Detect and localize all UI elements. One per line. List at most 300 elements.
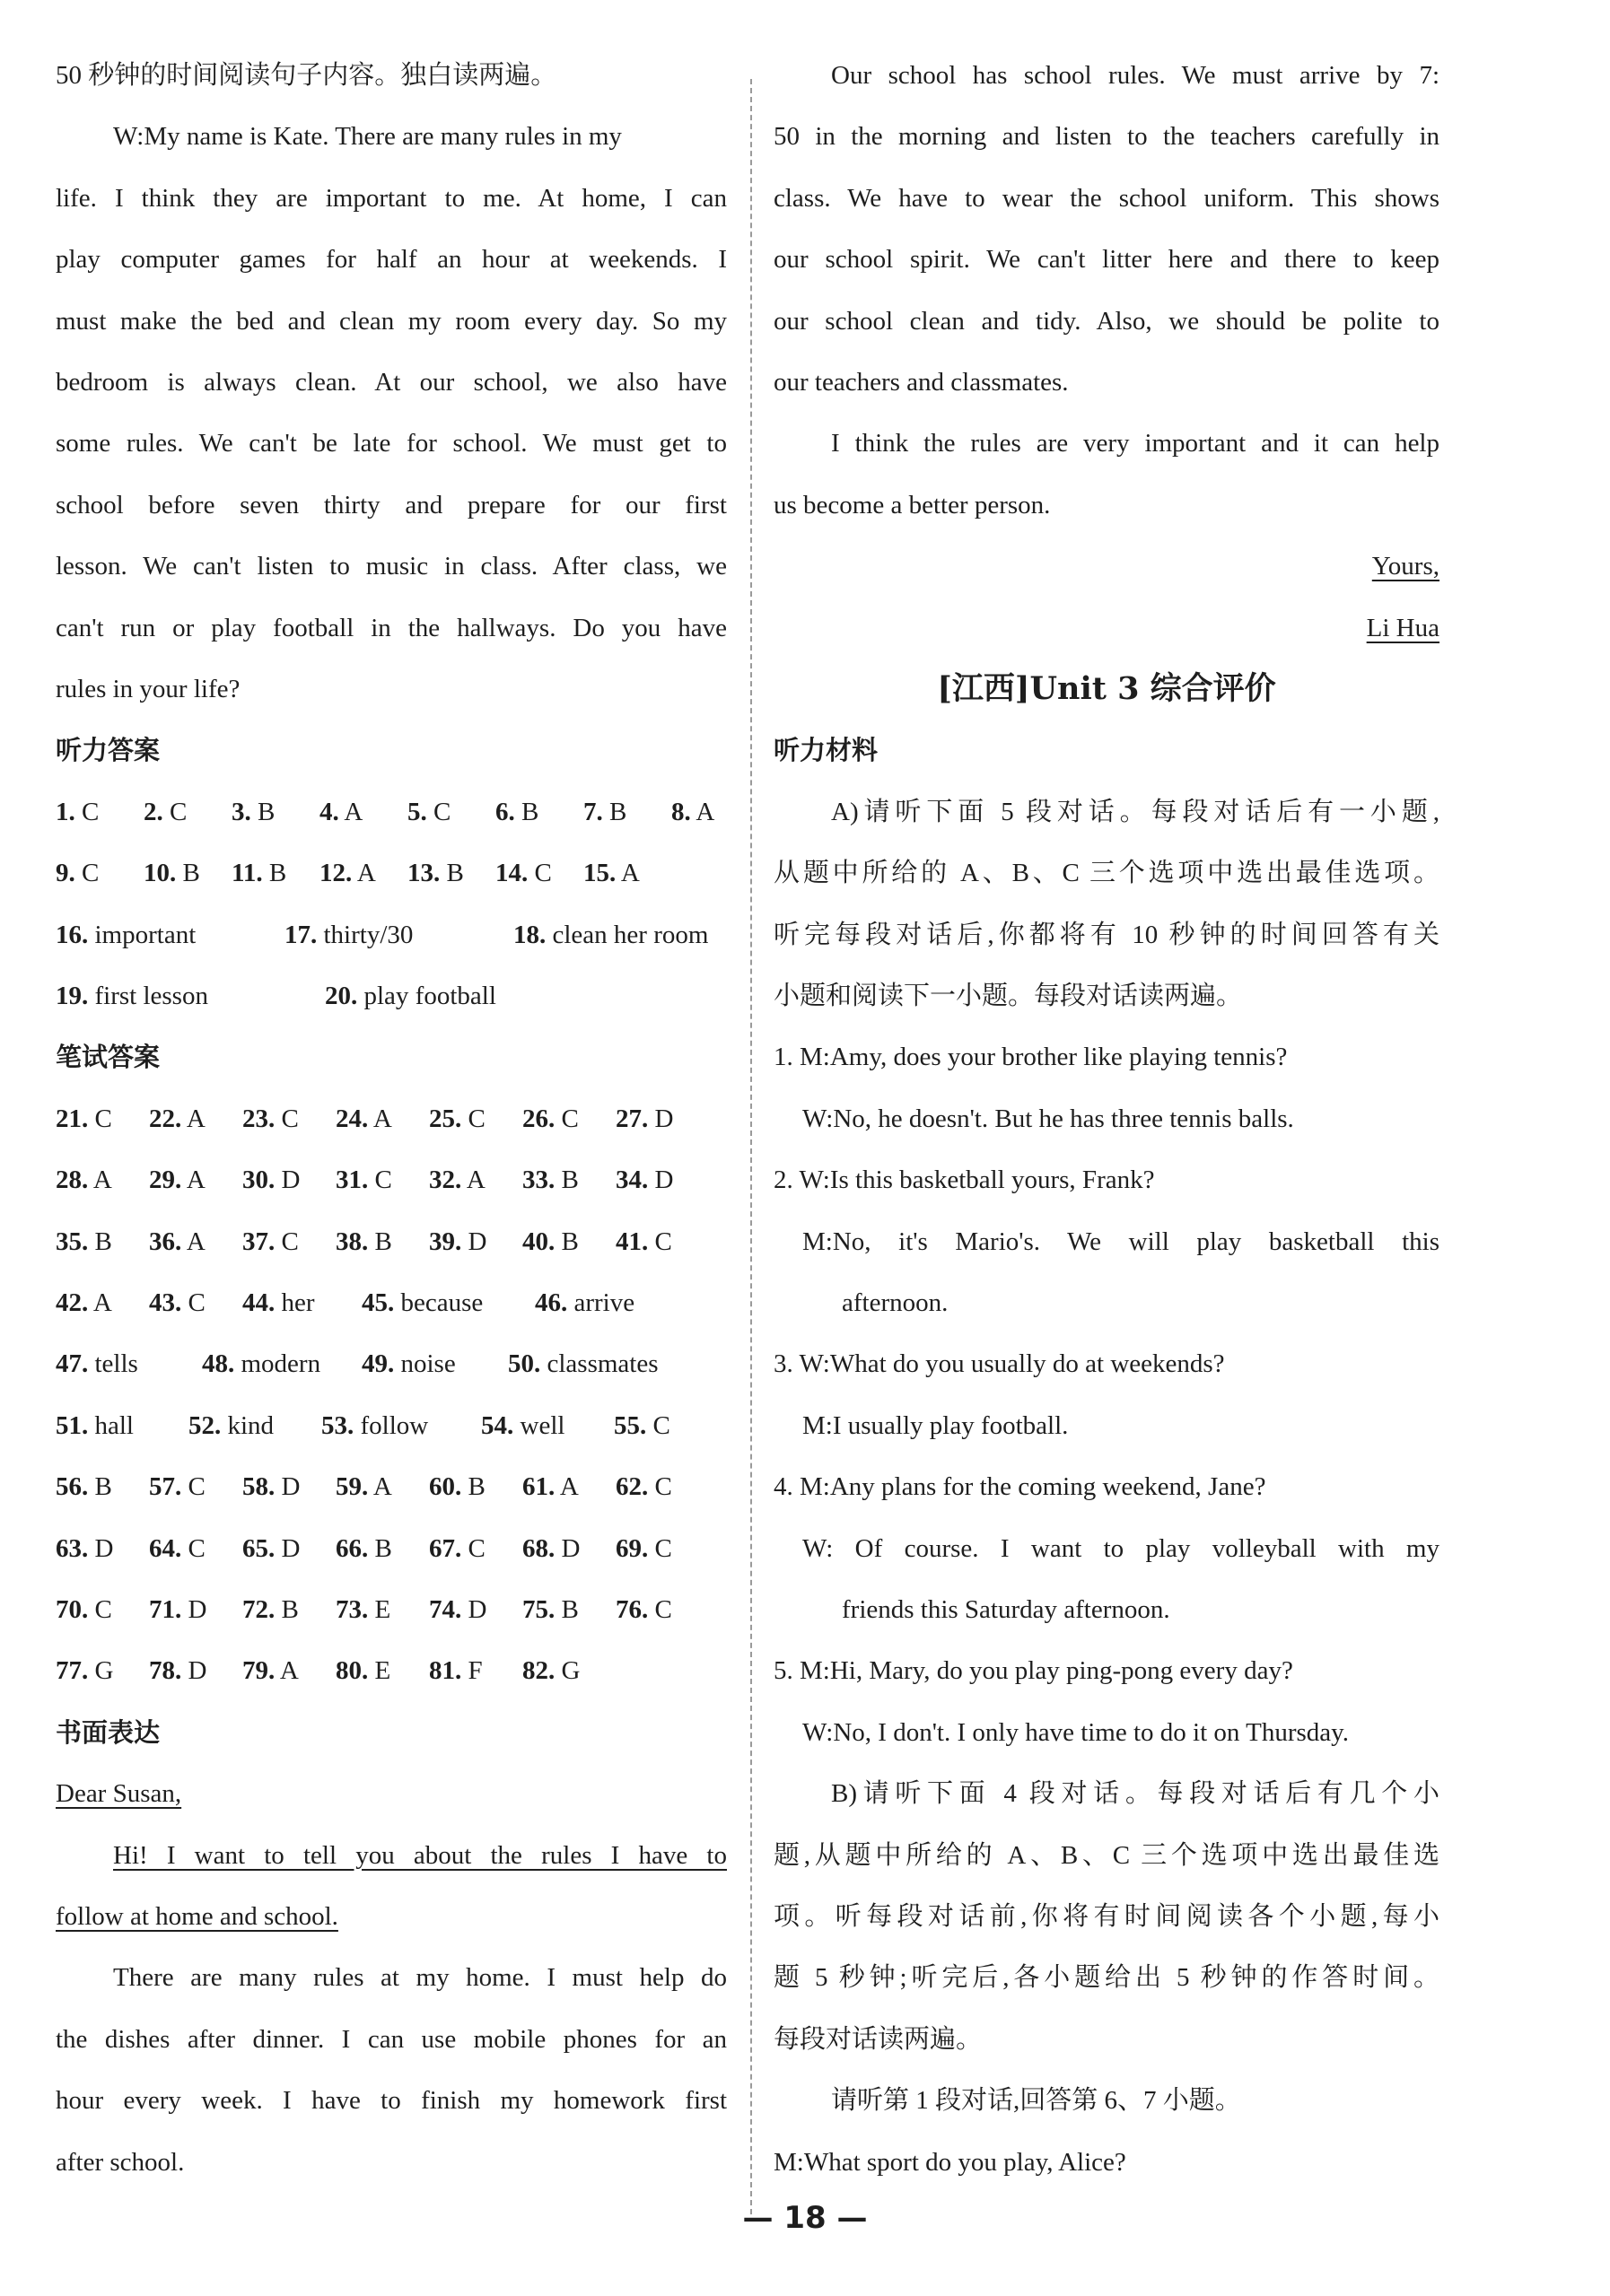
answer-item (56, 1221, 149, 1262)
answer-value: B (555, 1227, 579, 1256)
answer-item (481, 1405, 614, 1446)
question-number: 22. (149, 1104, 182, 1133)
answer-value: A (368, 1104, 392, 1133)
question-number: 52. (188, 1410, 222, 1440)
answer-value: C (426, 797, 451, 826)
answer-item (242, 1466, 336, 1507)
answer-value: D (648, 1104, 674, 1133)
answer-value: A (690, 797, 715, 826)
question-number: 53. (321, 1410, 354, 1440)
answer-value: important (88, 920, 197, 949)
question-number: 60. (429, 1472, 462, 1502)
question-number: 24. (336, 1104, 369, 1133)
answer-row (56, 1405, 727, 1446)
answer-item (616, 1098, 709, 1139)
text-line (774, 546, 1439, 587)
text-line: must make the bed and clean my room every day. So my (56, 306, 727, 336)
question-number: 16. (56, 920, 89, 949)
answer-item (362, 1282, 535, 1323)
question-number: 55. (614, 1410, 647, 1440)
question-number: 34. (616, 1165, 649, 1195)
question-number: 78. (149, 1656, 182, 1686)
text-line: our teachers and classmates. (774, 368, 1069, 397)
answer-item (56, 791, 144, 833)
text-line: play computer games for half an hour at weekends. I (56, 245, 727, 275)
text-line: A)请听下面 5 段对话。每段对话后有一小题, (831, 797, 1439, 826)
answer-item (522, 1098, 616, 1139)
question-number: 2. (144, 797, 163, 826)
answer-item (149, 1282, 242, 1323)
answer-value: C (74, 859, 100, 888)
answer-value: D (181, 1656, 207, 1686)
section-title: [江西]Unit 3 综合评价 (937, 670, 1276, 707)
text-line: 5. M:Hi, Mary, do you play ping-pong every day? (774, 1656, 1293, 1686)
question-number: 25. (429, 1104, 462, 1133)
answer-item (429, 1528, 522, 1569)
writing-heading: 书面表达 (56, 1716, 161, 1748)
text-line: 3. W:What do you usually do at weekends? (774, 1349, 1225, 1379)
answer-value: A (181, 1165, 206, 1195)
answer-item (583, 852, 671, 894)
answer-item (522, 1466, 616, 1507)
question-number: 56. (56, 1472, 89, 1502)
answer-value: B (555, 1595, 579, 1624)
answer-value: follow (354, 1410, 429, 1440)
text-line: us become a better person. (774, 490, 1051, 519)
question-number: 29. (149, 1165, 182, 1195)
text-line (774, 607, 1439, 649)
answer-item (149, 1159, 242, 1200)
question-number: 5. (407, 797, 427, 826)
question-number: 19. (56, 982, 89, 1010)
text-line: 50 in the morning and listen to the teachers carefully in (774, 122, 1439, 152)
answer-item (149, 1221, 242, 1262)
text-line: 4. M:Any plans for the coming weekend, Jane? (774, 1472, 1266, 1502)
answer-item (242, 1282, 362, 1323)
answer-value: C (648, 1472, 672, 1502)
answer-item (362, 1343, 508, 1384)
answer-value: A (368, 1472, 392, 1502)
answer-item (522, 1528, 616, 1569)
answer-item (56, 1098, 149, 1139)
question-number: 40. (522, 1227, 556, 1256)
answer-item (56, 1589, 149, 1630)
written-answers-heading: 笔试答案 (56, 1042, 161, 1073)
answer-item (56, 1343, 202, 1384)
answer-item (188, 1405, 321, 1446)
answer-value: D (555, 1533, 581, 1563)
answer-row (56, 914, 727, 956)
question-number: 1. (56, 797, 75, 826)
question-number: 82. (522, 1656, 556, 1686)
answer-item (242, 1589, 336, 1630)
answer-value: G (88, 1656, 114, 1686)
answer-item (56, 914, 284, 956)
answer-item (429, 1466, 522, 1507)
answer-value: A (555, 1472, 579, 1502)
question-number: 42. (56, 1288, 89, 1317)
text-line: bedroom is always clean. At our school, we also have (56, 368, 727, 397)
answer-item (407, 791, 495, 833)
text-line: 小题和阅读下一小题。每段对话读两遍。 (774, 982, 1243, 1010)
answer-item (616, 1159, 709, 1200)
text-line (56, 1896, 727, 1937)
answer-value: thirty/30 (317, 920, 414, 949)
text-line: class. We have to wear the school uniform. This shows (774, 183, 1439, 213)
answer-item (232, 852, 319, 894)
answer-item (144, 791, 232, 833)
answer-item (522, 1589, 616, 1630)
answer-value: B (440, 859, 464, 888)
text-line: after school. (56, 2147, 185, 2177)
answer-item (56, 1282, 149, 1323)
question-number: 35. (56, 1227, 89, 1256)
question-number: 10. (144, 859, 177, 888)
question-number: 77. (56, 1656, 89, 1686)
answer-item (56, 975, 325, 1017)
answer-value: A (181, 1104, 206, 1133)
answer-item (616, 1466, 709, 1507)
question-number: 81. (429, 1656, 462, 1686)
text-line: 请听第 1 段对话,回答第 6、7 小题。 (831, 2086, 1241, 2116)
answer-row (56, 1650, 727, 1691)
answer-item (284, 914, 513, 956)
answer-item (56, 1159, 149, 1200)
answer-value: play football (357, 982, 496, 1010)
answer-value: C (555, 1104, 579, 1133)
answer-item (149, 1466, 242, 1507)
text-line: our school clean and tidy. Also, we should be polite to (774, 306, 1439, 336)
question-number: 75. (522, 1595, 556, 1624)
question-number: 79. (242, 1656, 276, 1686)
question-number: 43. (149, 1288, 182, 1317)
answer-value: C (648, 1227, 672, 1256)
answer-item (583, 791, 671, 833)
answer-value: kind (221, 1410, 275, 1440)
answer-item (56, 1466, 149, 1507)
answer-value: C (88, 1104, 112, 1133)
question-number: 17. (284, 920, 318, 949)
answer-value: hall (88, 1410, 134, 1440)
question-number: 3. (232, 797, 251, 826)
text-line: our school spirit. We can't litter here and there to keep (774, 245, 1439, 275)
question-number: 71. (149, 1595, 182, 1624)
question-number: 11. (232, 859, 263, 888)
text-line: life. I think they are important to me. At home, I can (56, 183, 727, 213)
answer-item (149, 1589, 242, 1630)
text-line: 2. W:Is this basketball yours, Frank? (774, 1165, 1155, 1195)
text-line: W:No, he doesn't. But he has three tennis balls. (802, 1104, 1294, 1133)
question-number: 69. (616, 1533, 649, 1563)
answer-value: C (181, 1533, 206, 1563)
question-number: 57. (149, 1472, 182, 1502)
question-number: 33. (522, 1165, 556, 1195)
text-line: M:No, it's Mario's. We will play basketball this (802, 1227, 1439, 1256)
question-number: 23. (242, 1104, 276, 1133)
question-number: 72. (242, 1595, 276, 1624)
answer-value: A (275, 1656, 299, 1686)
answer-value: D (461, 1595, 487, 1624)
answer-item (429, 1098, 522, 1139)
question-number: 18. (513, 920, 547, 949)
question-number: 70. (56, 1595, 89, 1624)
text-line: W: Of course. I want to play volleyball with my (802, 1533, 1439, 1563)
answer-value: arrive (567, 1288, 635, 1317)
answer-item (671, 791, 727, 833)
answer-value: C (275, 1104, 299, 1133)
answer-value: C (275, 1227, 299, 1256)
answer-value: B (461, 1472, 486, 1502)
text-line: 50 秒钟的时间阅读句子内容。独白读两遍。 (56, 61, 557, 90)
answer-row (56, 1589, 727, 1630)
answer-item (56, 1405, 188, 1446)
answer-item (242, 1528, 336, 1569)
answer-item (336, 1528, 429, 1569)
text-line (56, 1773, 727, 1814)
answer-value: B (250, 797, 276, 826)
question-number: 65. (242, 1533, 276, 1563)
answer-row (56, 1282, 727, 1323)
answer-value: modern (234, 1349, 321, 1379)
text-line: W:No, I don't. I only have time to do it on Thursday. (802, 1717, 1350, 1747)
answer-value: E (368, 1595, 391, 1624)
question-number: 31. (336, 1165, 369, 1195)
answer-value: C (528, 859, 552, 888)
question-number: 15. (583, 859, 617, 888)
question-number: 62. (616, 1472, 649, 1502)
answer-value: A (181, 1227, 206, 1256)
question-number: 27. (616, 1104, 649, 1133)
text-line: 题 5 秒钟;听完后,各小题给出 5 秒钟的作答时间。 (774, 1963, 1439, 1993)
answer-value: B (275, 1595, 299, 1624)
answer-value: B (555, 1165, 579, 1195)
answer-row (56, 1159, 727, 1200)
answer-item (336, 1159, 429, 1200)
answer-item (336, 1221, 429, 1262)
text-line: W:My name is Kate. There are many rules in my (113, 122, 622, 152)
answer-value: well (513, 1410, 565, 1440)
question-number: 37. (242, 1227, 276, 1256)
question-number: 7. (583, 797, 603, 826)
question-number: 51. (56, 1410, 89, 1440)
question-number: 64. (149, 1533, 182, 1563)
question-number: 12. (319, 859, 353, 888)
question-number: 48. (202, 1349, 235, 1379)
answer-item (522, 1221, 616, 1262)
question-number: 32. (429, 1165, 462, 1195)
question-number: 9. (56, 859, 75, 888)
answer-item (56, 852, 144, 894)
answer-item (56, 1650, 149, 1691)
answer-value: noise (394, 1349, 456, 1379)
answer-item (232, 791, 319, 833)
underlined-text: Dear Susan, (56, 1779, 182, 1809)
answer-value: C (461, 1104, 486, 1133)
answer-item (429, 1159, 522, 1200)
text-line: lesson. We can't listen to music in class. After class, we (56, 552, 727, 581)
underlined-text: Li Hua (1366, 613, 1439, 642)
question-number: 14. (495, 859, 529, 888)
question-number: 49. (362, 1349, 395, 1379)
question-number: 44. (242, 1288, 276, 1317)
text-line: hour every week. I have to finish my homework first (56, 2086, 727, 2116)
question-number: 41. (616, 1227, 649, 1256)
answer-value: A (352, 859, 376, 888)
answer-item (319, 791, 407, 833)
text-line: school before seven thirty and prepare for our first (56, 490, 727, 519)
answer-item (202, 1343, 362, 1384)
answer-item (149, 1650, 242, 1691)
answer-value: B (514, 797, 539, 826)
question-number: 66. (336, 1533, 369, 1563)
answer-value: C (646, 1410, 670, 1440)
question-number: 46. (535, 1288, 568, 1317)
text-line: afternoon. (842, 1288, 949, 1317)
question-number: 20. (325, 982, 358, 1010)
answer-row (56, 1221, 727, 1262)
answer-row (56, 852, 727, 894)
text-line: the dishes after dinner. I can use mobile phones for an (56, 2024, 727, 2054)
question-number: 4. (319, 797, 339, 826)
question-number: 26. (522, 1104, 556, 1133)
answer-value: B (88, 1472, 112, 1502)
text-line: There are many rules at my home. I must help do (113, 1963, 727, 1993)
question-number: 74. (429, 1595, 462, 1624)
underlined-text: follow at home and school. (56, 1902, 338, 1931)
answer-value: B (368, 1227, 392, 1256)
answer-item (513, 914, 708, 956)
answer-value: C (368, 1165, 392, 1195)
answer-item (149, 1528, 242, 1569)
answer-value: B (176, 859, 200, 888)
answer-item (616, 1528, 709, 1569)
question-number: 28. (56, 1165, 89, 1195)
answer-row (56, 975, 727, 1017)
answer-value: A (461, 1165, 486, 1195)
answer-row (56, 1343, 727, 1384)
answer-value: A (88, 1165, 112, 1195)
question-number: 59. (336, 1472, 369, 1502)
answer-value: first lesson (88, 982, 208, 1010)
answer-item (336, 1589, 429, 1630)
question-number: 45. (362, 1288, 395, 1317)
answer-value: tells (88, 1349, 138, 1379)
answer-item (407, 852, 495, 894)
text-line: 听完每段对话后,你都将有 10 秒钟的时间回答有关 (774, 920, 1439, 949)
answer-value: because (394, 1288, 484, 1317)
underlined-text: Hi! I want to tell you about the rules I have to (113, 1840, 727, 1870)
answer-item (429, 1589, 522, 1630)
answer-item (522, 1159, 616, 1200)
text-line: 每段对话读两遍。 (774, 2024, 983, 2054)
text-line: Our school has school rules. We must arrive by 7: (831, 61, 1439, 90)
answer-value: F (461, 1656, 483, 1686)
listening-answers-heading: 听力答案 (56, 735, 161, 766)
answer-item (336, 1466, 429, 1507)
answer-item (319, 852, 407, 894)
answer-item (429, 1650, 522, 1691)
question-number: 8. (671, 797, 691, 826)
question-number: 30. (242, 1165, 276, 1195)
answer-item (535, 1282, 695, 1323)
column-divider (750, 79, 752, 2214)
answer-value: B (262, 859, 287, 888)
text-line: can't run or play football in the hallways. Do you have (56, 613, 727, 642)
answer-item (522, 1650, 616, 1691)
question-number: 47. (56, 1349, 89, 1379)
answer-value: A (88, 1288, 112, 1317)
question-number: 13. (407, 859, 441, 888)
question-number: 68. (522, 1533, 556, 1563)
answer-item (616, 1221, 709, 1262)
answer-value: C (162, 797, 188, 826)
text-line: B)请听下面 4 段对话。每段对话后有几个小 (831, 1779, 1439, 1809)
text-line: 项。听每段对话前,你将有时间阅读各个小题,每小 (774, 1902, 1439, 1931)
question-number: 36. (149, 1227, 182, 1256)
underlined-text: Yours, (1371, 552, 1439, 581)
answer-value: C (181, 1472, 206, 1502)
answer-value: clean her room (546, 920, 709, 949)
question-number: 6. (495, 797, 515, 826)
answer-item (56, 1528, 149, 1569)
question-number: 21. (56, 1104, 89, 1133)
answer-value: C (648, 1595, 672, 1624)
answer-item (336, 1650, 429, 1691)
answer-value: E (368, 1656, 391, 1686)
answer-item (616, 1589, 709, 1630)
answer-item (149, 1098, 242, 1139)
answer-item (242, 1650, 336, 1691)
answer-row (56, 1528, 727, 1569)
answer-value: D (88, 1533, 114, 1563)
answer-item (144, 852, 232, 894)
answer-item (242, 1159, 336, 1200)
question-number: 58. (242, 1472, 276, 1502)
answer-item (242, 1221, 336, 1262)
text-line (56, 1835, 727, 1876)
answer-value: D (181, 1595, 207, 1624)
text-line: I think the rules are very important and it can help (831, 429, 1439, 458)
answer-item (614, 1405, 707, 1446)
page-number: — 18 — (742, 2200, 868, 2236)
answer-value: C (181, 1288, 206, 1317)
answer-value: C (74, 797, 100, 826)
answer-value: D (275, 1533, 301, 1563)
answer-value: classmates (540, 1349, 659, 1379)
answer-value: C (88, 1595, 112, 1624)
answer-value: C (461, 1533, 486, 1563)
answer-item (508, 1343, 722, 1384)
question-number: 73. (336, 1595, 369, 1624)
question-number: 61. (522, 1472, 556, 1502)
answer-item (325, 975, 496, 1017)
question-number: 76. (616, 1595, 649, 1624)
answer-value: B (88, 1227, 112, 1256)
answer-value: B (602, 797, 627, 826)
text-line: 题,从题中所给的 A、B、C 三个选项中选出最佳选 (774, 1840, 1439, 1870)
question-number: 67. (429, 1533, 462, 1563)
answer-item (336, 1098, 429, 1139)
answer-value: A (338, 797, 363, 826)
answer-value: D (461, 1227, 487, 1256)
answer-value: B (368, 1533, 392, 1563)
answer-value: A (616, 859, 640, 888)
answer-row (56, 1466, 727, 1507)
answer-value: D (275, 1472, 301, 1502)
listening-material-heading: 听力材料 (774, 735, 879, 766)
question-number: 50. (508, 1349, 541, 1379)
answer-item (242, 1098, 336, 1139)
